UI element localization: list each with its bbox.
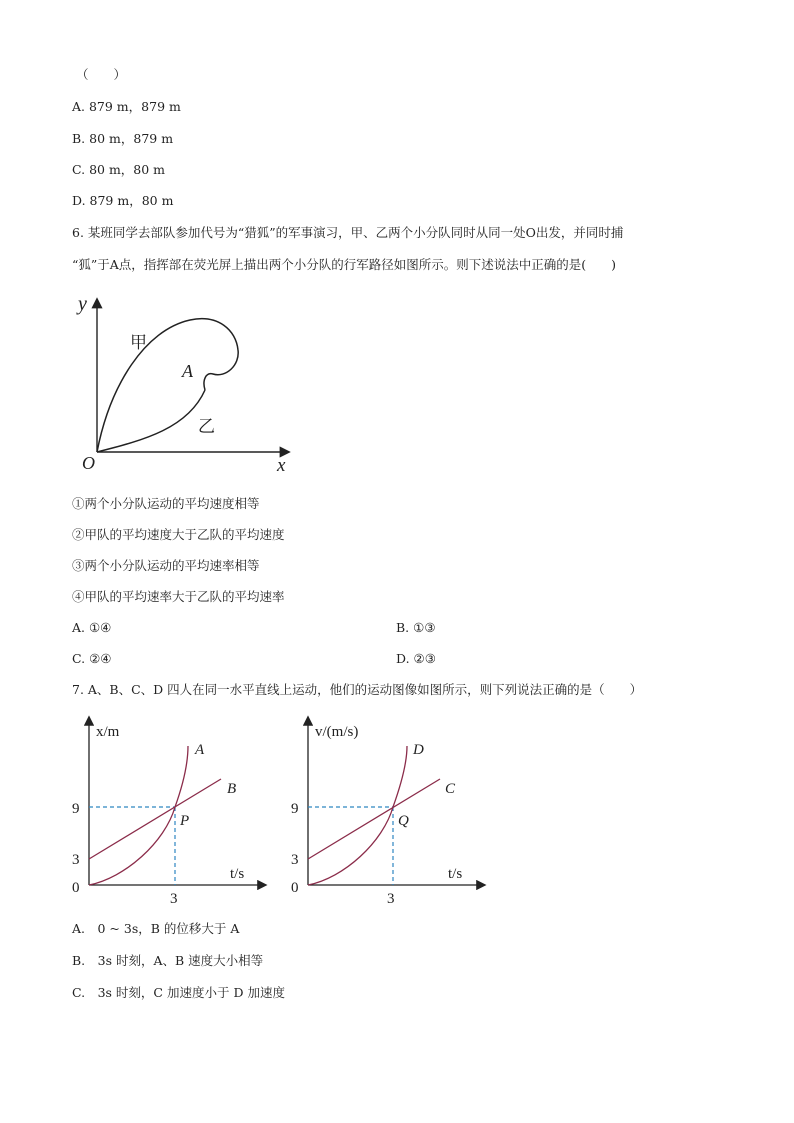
q7g1-tick-9: 9 [72,801,80,817]
q6-option-c: C. ②④ [72,651,112,666]
q6-statement-3: ③两个小分队运动的平均速率相等 [72,558,260,573]
q7g1-tick-t3: 3 [170,891,178,907]
q7-graph-xt [60,712,275,907]
q7g1-tick-3: 3 [72,852,80,868]
q6-statement-2: ②甲队的平均速度大于乙队的平均速度 [72,527,285,542]
q7g1-x-label: t/s [230,866,245,882]
q7-option-b: B. 3s 时刻，A、B 速度大小相等 [72,953,264,968]
q7g2-y-label: v/(m/s) [315,724,359,740]
q6-x-label: x [277,455,286,476]
q6-origin-label: O [82,453,95,473]
q6-jia-label: 甲 [130,333,147,352]
q7g2-line-c-label: C [445,781,456,797]
q6-stem-line1: 6. 某班同学去部队参加代号为“猎狐”的军事演习，甲、乙两个小分队同时从同一处O出发，并同时捕 [72,225,624,240]
q5-bracket: （ ） [76,67,127,82]
q7g2-tick-t3: 3 [387,891,395,907]
q6-statement-4: ④甲队的平均速率大于乙队的平均速率 [72,589,285,604]
q7g1-curve-a [89,746,188,885]
q7g1-y-label: x/m [96,724,120,740]
q7g2-curve-d [308,746,407,885]
q5-option-a: A. 879 m，879 m [72,99,181,114]
q6-statement-1: ①两个小分队运动的平均速度相等 [72,496,260,511]
q5-option-c: C. 80 m，80 m [72,162,166,177]
q5-option-d: D. 879 m，80 m [72,193,174,208]
q7g1-curve-a-label: A [195,742,205,758]
q7-stem: 7. A、B、C、D 四人在同一水平直线上运动，他们的运动图像如图所示，则下列说法正确的是（ ） [72,682,643,697]
q5-option-b: B. 80 m，879 m [72,131,174,146]
q7g2-tick-0: 0 [291,880,299,896]
q7g1-line-b-label: B [227,781,237,797]
q7g2-point-q-label: Q [398,813,409,829]
q7g1-line-b [89,779,221,859]
q7g1-tick-0: 0 [72,880,80,896]
q7-option-a: A. 0 ~ 3s，B 的位移大于 A [72,921,240,936]
q6-stem-line2: “狐”于A点，指挥部在荧光屏上描出两个小分队的行军路径如图所示。则下述说法中正确的是( ) [72,257,617,272]
q6-option-a: A. ①④ [72,620,112,635]
q7-graph-vt [280,712,495,907]
q6-y-label: y [78,293,87,315]
q6-yi-label: 乙 [198,417,215,436]
q6-path-jia [97,319,238,452]
q7g1-point-p-label: P [180,813,190,829]
q7g2-curve-d-label: D [413,742,424,758]
q6-point-a-label: A [182,361,193,381]
q7g2-tick-3: 3 [291,852,299,868]
q6-path-figure [70,290,310,480]
q7-option-c: C. 3s 时刻，C 加速度小于 D 加速度 [72,985,285,1000]
q7g2-x-label: t/s [448,866,463,882]
q7g2-line-c [308,779,440,859]
q7g2-tick-9: 9 [291,801,299,817]
q6-option-b: B. ①③ [396,620,436,635]
q6-option-d: D. ②③ [396,651,436,666]
